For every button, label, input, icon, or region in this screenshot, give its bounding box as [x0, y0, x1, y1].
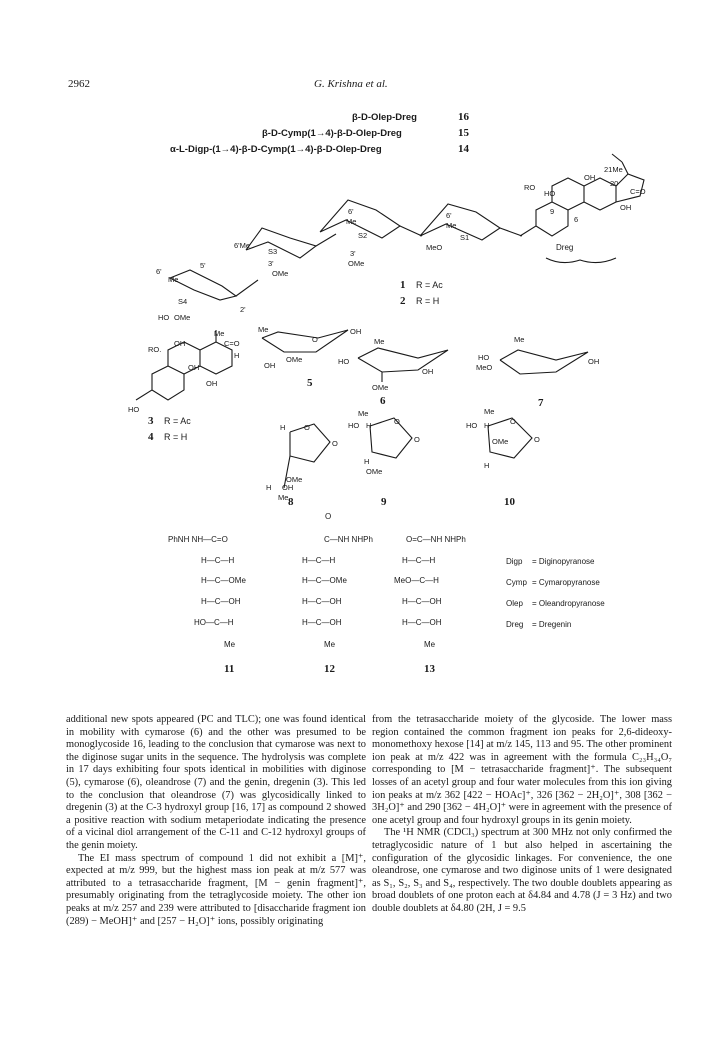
svg-text:Me: Me — [484, 407, 495, 416]
svg-text:3': 3' — [268, 259, 274, 268]
compound-4-r-group: R = H — [164, 432, 188, 442]
right-paragraph-1: from the tetrasaccharide moiety of the glycoside. The lower mass region contained the common fragment ion peaks for 2,6-dideoxy-monomethoxy hexose [14] at m/z 145, 113 and 95. The other prominent ion peak at m/z 422 was in agreement with the formula C₂₃H₃₄O₇ corresponding to [M − tetrasaccharide fragment]⁺. The subsequent losses of an acetyl group and four water molecules from this ion giving ion peaks at m/z 362 [422 − HOAc]⁺, 326 [362 − 2H₂O]⁺, 308 [362 − 3H₂O]⁺ and 290 [362 − 4H₂O]⁺ were in agreement with the presence of one acetyl group and four hydroxyl groups in its genin moiety. — [372, 714, 672, 826]
svg-text:Me: Me — [346, 217, 357, 226]
c12-line-4: H—C—OMe — [302, 576, 347, 585]
c11-line-3: H—C—OMe — [201, 576, 246, 585]
compound-11-number: 11 — [224, 663, 235, 675]
svg-text:OH: OH — [264, 361, 276, 370]
svg-text:OMe: OMe — [366, 467, 383, 476]
c12-line-7: Me — [324, 640, 336, 649]
svg-text:S4: S4 — [178, 297, 188, 306]
svg-text:6': 6' — [348, 207, 354, 216]
sequence-15-formula: β-D-Cymp(1→4)-β-D-Olep-Dreg — [262, 128, 402, 139]
svg-text:OH: OH — [350, 327, 362, 336]
svg-text:S2: S2 — [358, 231, 368, 240]
right-column — [372, 714, 672, 916]
compound-7-number: 7 — [538, 397, 544, 409]
legend-olep-full: = Oleandropyranose — [532, 599, 605, 608]
svg-text:H: H — [484, 421, 490, 430]
svg-text:H: H — [366, 421, 372, 430]
svg-text:5': 5' — [200, 261, 206, 270]
svg-text:OH: OH — [584, 173, 596, 182]
svg-text:O: O — [534, 435, 540, 444]
compound-12-number: 12 — [324, 663, 335, 675]
svg-text:HO: HO — [466, 421, 478, 430]
svg-text:MeO: MeO — [426, 243, 443, 252]
legend-dreg-abbr: Dreg — [506, 620, 524, 629]
svg-text:6': 6' — [156, 267, 162, 276]
svg-text:H: H — [234, 351, 240, 360]
c13-line-5: H—C—OH — [402, 618, 442, 627]
svg-text:O: O — [332, 439, 338, 448]
svg-text:HO: HO — [478, 353, 490, 362]
svg-text:6: 6 — [574, 215, 579, 224]
svg-text:Me: Me — [258, 325, 269, 334]
c13-line-6: Me — [424, 640, 436, 649]
compound-13-number: 13 — [424, 663, 435, 675]
compound-9-number: 9 — [381, 496, 387, 508]
svg-text:O: O — [394, 417, 400, 426]
svg-text:Me: Me — [358, 409, 369, 418]
svg-text:RO.: RO. — [148, 345, 162, 354]
svg-text:OH: OH — [588, 357, 600, 366]
compound-6-structure — [338, 330, 458, 390]
compound-9-structure — [346, 406, 446, 486]
c11-line-6: Me — [224, 640, 236, 649]
svg-text:OMe: OMe — [286, 475, 303, 484]
compound-10-number: 10 — [504, 496, 515, 508]
c11-line-2: H—C—H — [201, 556, 235, 565]
compound-2-r-group: R = H — [416, 296, 440, 306]
svg-text:C=O: C=O — [630, 187, 646, 196]
svg-text:HO: HO — [158, 313, 170, 322]
c11-line-4: H—C—OH — [201, 597, 241, 606]
sequence-14-formula: α-L-Digp-(1→4)-β-D-Cymp(1→4)-β-D-Olep-Dreg — [170, 144, 382, 155]
svg-text:OH: OH — [188, 363, 200, 372]
compound-4-number: 4 — [148, 431, 154, 443]
svg-text:HO: HO — [544, 189, 556, 198]
svg-text:OH: OH — [422, 367, 434, 376]
svg-text:S3: S3 — [268, 247, 278, 256]
svg-text:Me: Me — [214, 329, 225, 338]
compound-5-number: 5 — [307, 377, 313, 389]
compound-2-number: 2 — [400, 295, 406, 307]
svg-text:Me: Me — [446, 221, 457, 230]
svg-text:OMe: OMe — [492, 437, 509, 446]
page-number: 2962 — [68, 78, 90, 90]
svg-text:C=O: C=O — [224, 339, 240, 348]
c12-line-5: H—C—OH — [302, 597, 342, 606]
left-paragraph-1: additional new spots appeared (PC and TLC); one was found identical in mobility with cymarose (6) and the other was presumed to be monoglycoside 16, leading to the conclusion that cymarose was next to the diginose sugar units in the sequence. The hydrolysis was complete in 17 days exhibiting four spots identical in mobilities with diginose (5), cymarose (6), oleandrose (7) and the genin, dregenin (3). This led to the conclusion that oleandrose (7) was glycosidically linked to dregenin (3) at the C-3 hydroxyl group [16, 17] as compound 2 showed a positive reaction with sodium metaperiodate indicating the presence of a vicinal diol arrangement of the C-11 and C-12 hydroxyl groups of the genin moiety. — [66, 714, 366, 851]
svg-text:OMe: OMe — [372, 383, 389, 390]
c13-line-1: O=C—NH NHPh — [406, 535, 466, 544]
svg-text:OH: OH — [282, 483, 294, 492]
c12-line-6: H—C—OH — [302, 618, 342, 627]
svg-text:HO: HO — [128, 405, 140, 414]
svg-text:HO: HO — [348, 421, 360, 430]
c11-line-5: HO—C—H — [194, 618, 234, 627]
svg-text:6': 6' — [446, 211, 452, 220]
c12-line-2: C—NH NHPh — [324, 535, 373, 544]
legend-cymp-abbr: Cymp — [506, 578, 527, 587]
c13-line-3: MeO—C—H — [394, 576, 439, 585]
dreg-caption: Dreg — [556, 243, 574, 252]
svg-text:Me: Me — [514, 335, 525, 344]
svg-text:Me: Me — [278, 493, 289, 502]
legend-dreg-full: = Dregenin — [532, 620, 572, 629]
svg-text:3': 3' — [350, 249, 356, 258]
sequence-14-number: 14 — [458, 143, 469, 155]
sequence-16-formula: β-D-Olep-Dreg — [352, 112, 417, 123]
sequence-15-number: 15 — [458, 127, 469, 139]
compound-8-number: 8 — [288, 496, 294, 508]
legend-olep-abbr: Olep — [506, 599, 523, 608]
svg-text:OH: OH — [174, 339, 186, 348]
svg-text:RO: RO — [524, 183, 536, 192]
svg-text:MeO: MeO — [476, 363, 493, 372]
compound-6-number: 6 — [380, 395, 386, 407]
genin-structure — [128, 326, 258, 416]
svg-text:OMe: OMe — [174, 313, 191, 322]
legend-cymp-full: = Cymaropyranose — [532, 578, 600, 587]
svg-text:20: 20 — [610, 179, 619, 188]
svg-text:21Me: 21Me — [604, 165, 623, 174]
compound-8-structure — [254, 416, 354, 506]
left-column — [66, 714, 366, 928]
c12-line-1: O — [325, 512, 332, 521]
svg-text:O: O — [312, 335, 318, 344]
svg-text:OMe: OMe — [348, 259, 365, 268]
svg-text:Me: Me — [168, 275, 179, 284]
svg-text:9: 9 — [550, 207, 555, 216]
svg-text:2': 2' — [240, 305, 246, 314]
compound-1-number: 1 — [400, 279, 406, 291]
running-title: G. Krishna et al. — [314, 78, 388, 90]
svg-text:OH: OH — [206, 379, 218, 388]
c13-line-4: H—C—OH — [402, 597, 442, 606]
c11-line-1: PhNH NH—C=O — [168, 535, 228, 544]
svg-text:Me: Me — [374, 337, 385, 346]
svg-text:H: H — [266, 483, 272, 492]
svg-text:O: O — [414, 435, 420, 444]
compound-3-r-group: R = Ac — [164, 416, 191, 426]
svg-text:OH: OH — [620, 203, 632, 212]
right-paragraph-2: The ¹H NMR (CDCl₃) spectrum at 300 MHz not only confirmed the tetraglycosidic nature of 1 but also helped in ascertaining the configuration of the glycosidic linkages. For convenience, the one oleandrose, one cymarose and two diginose units of 1 were designated as S₁, S₂, S₃ and S₄, respectively. The two double doublets appearing as broad doublets of one proton each at δ4.84 and 4.78 (J = 3 Hz) and two double doublets at δ4.80 (2H, J = 9.5 — [372, 827, 672, 914]
svg-text:HO: HO — [338, 357, 350, 366]
compound-10-structure — [460, 406, 570, 486]
svg-text:O: O — [304, 423, 310, 432]
svg-text:O: O — [510, 417, 516, 426]
sequence-16-number: 16 — [458, 111, 469, 123]
svg-text:H: H — [484, 461, 490, 470]
compound-7-structure — [470, 330, 610, 390]
left-paragraph-2: The EI mass spectrum of compound 1 did not exhibit a [M]⁺, expected at m/z 999, but the highest mass ion peak at m/z 577 was attributed to a tetrasaccharide fragment, [M − genin fragment]⁺, presumably originating from the tetraglycoside moiety. The other ion peaks at m/z 257 and 239 were attributed to [disaccharide fragment ion (289) − MeOH]⁺ and [257 − H₂O]⁺ ions, possibly originating — [66, 852, 366, 927]
svg-text:6'Me: 6'Me — [234, 241, 251, 250]
c12-line-3: H—C—H — [302, 556, 336, 565]
svg-text:H: H — [364, 457, 370, 466]
compound-3-number: 3 — [148, 415, 154, 427]
legend-digp-abbr: Digp — [506, 557, 523, 566]
legend-digp-full: = Diginopyranose — [532, 557, 595, 566]
compound-1-r-group: R = Ac — [416, 280, 443, 290]
svg-text:H: H — [280, 423, 286, 432]
svg-text:S1: S1 — [460, 233, 470, 242]
svg-text:OMe: OMe — [286, 355, 303, 364]
c13-line-2: H—C—H — [402, 556, 436, 565]
svg-text:OMe: OMe — [272, 269, 289, 278]
